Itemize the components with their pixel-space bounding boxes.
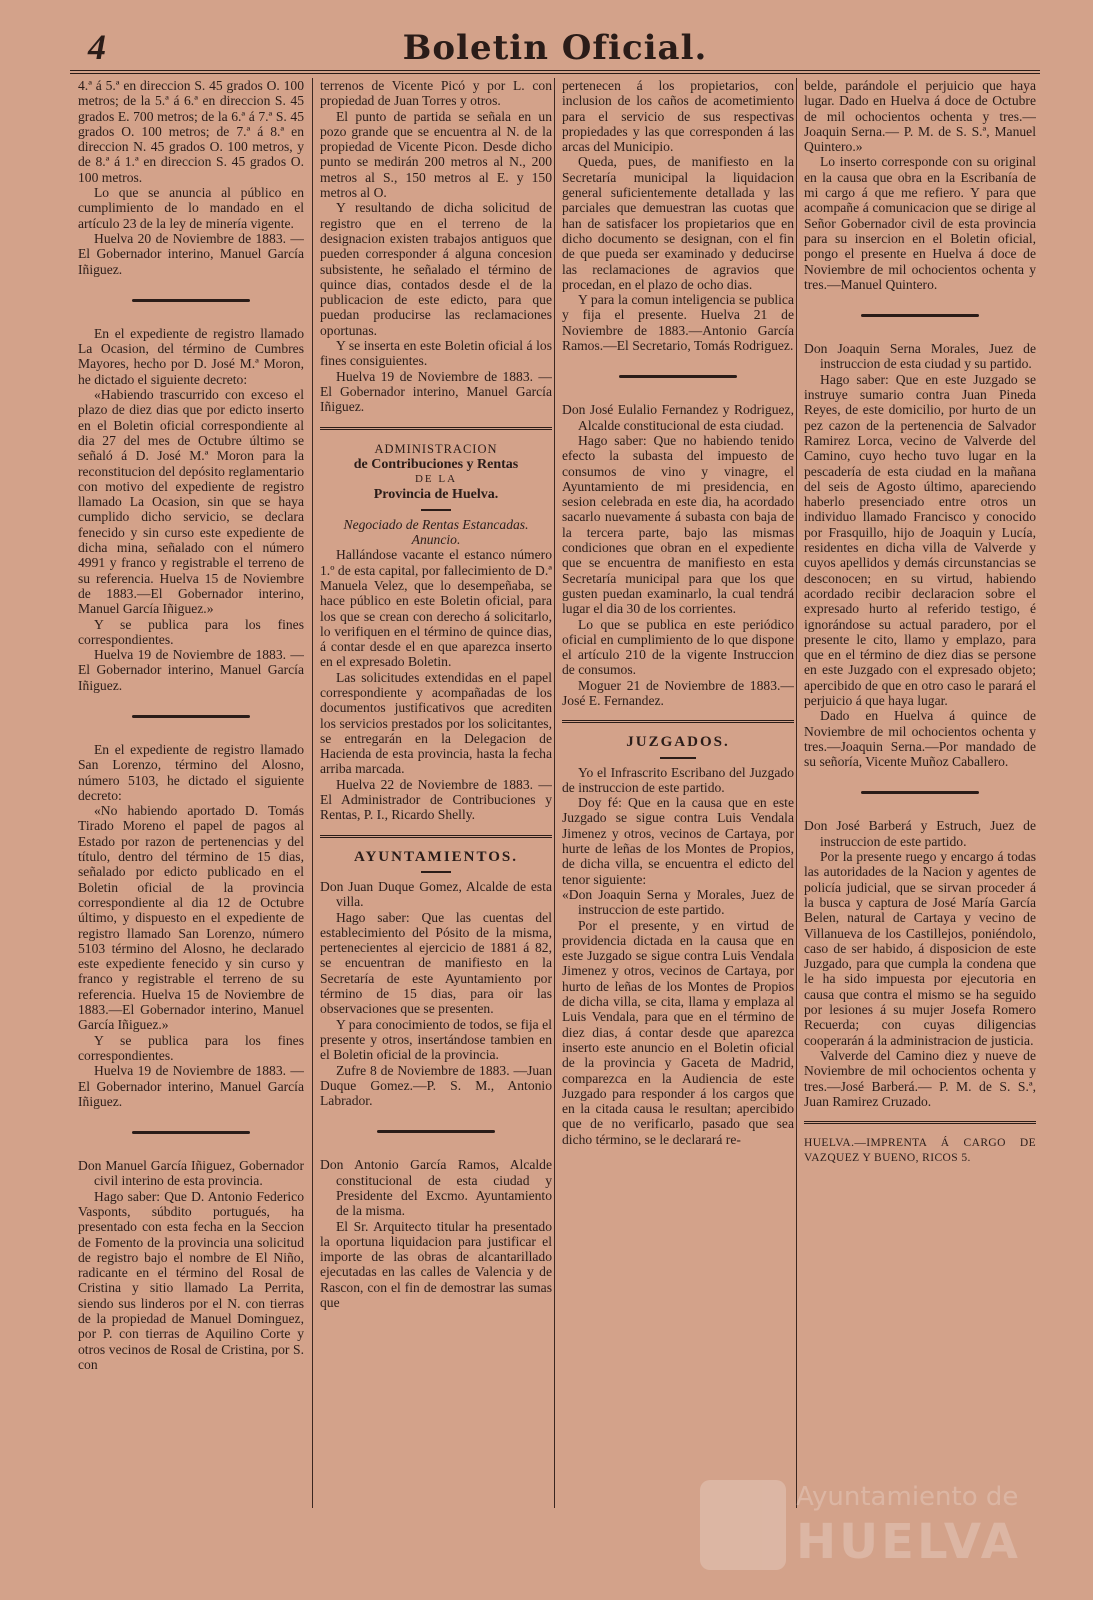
column-divider	[554, 78, 555, 1508]
separator	[377, 1130, 495, 1133]
separator	[132, 1131, 250, 1134]
notice-heading: Don Manuel García Iñiguez, Gobernador civil interino de esta provincia.	[78, 1158, 304, 1189]
signature: Huelva 20 de Noviembre de 1883. —El Gobernador interino, Manuel García Iñiguez.	[78, 230, 304, 277]
section-heading: JUZGADOS.	[626, 734, 730, 751]
watermark	[700, 1470, 1080, 1580]
notice-heading: «Don Joaquin Serna y Morales, Juez de instruccion de este partido.	[562, 886, 794, 918]
notice-label: Anuncio.	[411, 532, 461, 548]
notice-heading: Don Antonio García Ramos, Alcalde constitucional de esta ciudad y Presidente del Excmo. Ayuntamiento de la misma.	[320, 1157, 552, 1219]
paragraph: Hago saber: Que D. Antonio Federico Vasponts, súbdito portugués, ha presentado con esta fecha en la Seccion de Fomento de la provincia una solicitud de registro bajo el nombre de El Niño, radicante en el término del Rosal de Cristina y sitio llamado La Perrita, siendo sus linderos por el N. con tierras de la propiedad de Manuel Dominguez, por P. con tierras de Aquilino Corte y otros vecinos de Rosal de Cristina, por S. con	[78, 1188, 304, 1372]
paragraph: Por la presente ruego y encargo á todas las autoridades de la Nacion y agentes de policía judicial, que se sirvan proceder á la busca y captura de José María García Belen, natural de Cartaya y vecino de Villanueva de los Castillejos, poniéndolo, caso de ser habido, á disposicion de este Juzgado, para que cumpla la condena que le ha sido impuesta por ejecutoria en causa que contra el mismo se ha seguido por lesiones á su mujer Josefa Romero Recuerda; con cuyas diligencias cooperarán á la administracion de justicia.	[804, 849, 1036, 1048]
imprint-rule	[804, 1121, 1036, 1124]
paragraph: En el expediente de registro llamado La Ocasion, del término de Cumbres Mayores, hecho por D. José M.ª Moron, he dictado el siguiente decreto:	[78, 325, 304, 387]
signature: Huelva 19 de Noviembre de 1883. —El Gobernador interino, Manuel García Iñiguez.	[320, 368, 552, 415]
paragraph: «No habiendo aportado D. Tomás Tirado Moreno el papel de pagos al Estado por razon de pertenencias y del título, dentro del término de 15 dias, señalado por edicto publicado en el Boletin oficial de la provincia correspondiente al dia 12 de Octubre último, y dispuesto en el expediente de registro llamado San Lorenzo, número 5103 término del Alosno, he declarado este expediente fenecido y sin curso y franco y registrable el terreno de su referencia. Huelva 15 de Noviembre de 1883.—El Gobernador interino, Manuel García Iñiguez.»	[78, 803, 304, 1033]
paragraph: Hago saber: Que las cuentas del establecimiento del Pósito de la misma, pertenecientes al ejercicio de 1881 á 82, se encuentran de manifiesto en la Secretaría de este Ayuntamiento por término de 15 dias, para oir las observaciones que se presenten.	[320, 909, 552, 1017]
paragraph: Lo que se anuncia al público en cumplimiento de lo mandado en el artículo 23 de la ley de minería vigente.	[78, 185, 304, 231]
signature: Huelva 19 de Noviembre de 1883. —El Gobernador interino, Manuel García Iñiguez.	[78, 1063, 304, 1109]
watermark-text: Ayuntamiento de	[796, 1482, 1019, 1512]
paragraph: Yo el Infrascrito Escribano del Juzgado de instruccion de este partido.	[562, 764, 794, 795]
paragraph: Hago saber: Que en este Juzgado se instruye sumario contra Juan Pineda Reyes, de este domicilio, por hurto de un pez cazon de la pertenencia de Salvador Ramirez Lorca, vecino de Valverde del Camino, cuyo hecho tuvo lugar en la pescadería de esta ciudad en la mañana del seis de Agosto último, apareciendo haberlo presenciado entre otros un individuo llamado Francisco y conocido por Frasquillo, hijo de Joaquin y Lucía, residentes en dicha villa de Valverde y cuyos apellidos y demás circunstancias se desconocen; en su virtud, habiendo acordado recibir declaracion sobre el expresado hurto al referido testigo, é ignorándose su actual paradero, por el presente le cito, llamo y emplazo, para que en el término de diez dias se persone en este Juzgado con el expresado objeto; apercibido de que en otro caso le parará el perjuicio á que haya lugar.	[804, 371, 1036, 708]
paragraph: Lo inserto corresponde con su original en la causa que obra en la Escribanía de mi cargo á que me refiero. Y para que acompañe á comunicacion que se dirige al Señor Gobernador civil de esta provincia para su insercion en el Boletin oficial, pongo el presente en Huelva á doce de Noviembre de mil ochocientos ochenta y tres.—Manuel Quintero.	[804, 154, 1036, 292]
paragraph: belde, parándole el perjuicio que haya lugar. Dado en Huelva á doce de Octubre de mil ochocientos ochenta y tres.—Joaquin Serna.— P. M. de S. S.ª, Manuel Quintero.»	[804, 78, 1036, 155]
section-rule	[562, 720, 794, 723]
paragraph: Y se publica para los fines correspondientes.	[78, 616, 304, 647]
signature: Moguer 21 de Noviembre de 1883.—José E. Fernandez.	[562, 677, 794, 708]
paragraph: Hallándose vacante el estanco número 1.º de esta capital, por fallecimiento de D.ª Manuela Velez, que lo desempeñaba, se hace público en este Boletin oficial, para los que se crean con derecho á solicitarlo, lo verifiquen en el término de quince dias, á contar desde el en que aparezca inserto en el expresado Boletin.	[320, 547, 552, 670]
column-1	[78, 78, 304, 1568]
signature: Dado en Huelva á quince de Noviembre de mil ochocientos ochenta y tres.—Joaquin Serna.—Por mandado de su señoría, Vicente Muñoz Caballero.	[804, 708, 1036, 770]
administration-heading: Provincia de Huelva.	[373, 487, 499, 503]
paragraph: Por el presente, y en virtud de providencia dictada en la causa que en este Juzgado se sigue contra Luis Vendala Jimenez y otros, vecinos de Cartaya, por hurto de leñas de los Montes de Propios de dicha villa, se cita, llama y emplaza al Luis Vendala, para que en el término de diez dias, á contar desde que aparezca inserto este anuncio en el Boletin oficial de la provincia y Gaceta de Madrid, comparezca en la Audiencia de este Juzgado para responder á los cargos que en la citada causa le resultan; apercibido que de no verificarlo, pasado que sea dicho término, se le declarará re-	[562, 917, 794, 1147]
department-heading: Negociado de Rentas Estancadas.	[343, 516, 529, 532]
paragraph: En el expediente de registro llamado San Lorenzo, término del Alosno, número 5103, he dictado el siguiente decreto:	[78, 741, 304, 803]
separator	[660, 757, 696, 759]
paragraph: El punto de partida se señala en un pozo grande que se encuentra al N. de la propiedad de Vicente Picon. Desde dicho punto se medirán 200 metros al N., 200 metros al S., 150 metros al E. y 150 metros al O.	[320, 108, 552, 201]
signature: Huelva 22 de Noviembre de 1883. —El Administrador de Contribuciones y Rentas, P. I., Ricardo Shelly.	[320, 776, 552, 823]
notice-heading: Don Juan Duque Gomez, Alcalde de esta villa.	[320, 878, 552, 910]
notice-heading: Don José Eulalio Fernandez y Rodriguez, Alcalde constitucional de esta ciudad.	[562, 402, 794, 433]
paragraph: terrenos de Vicente Picó y por L. con propiedad de Juan Torres y otros.	[320, 78, 552, 109]
separator	[861, 791, 979, 794]
notice-heading: Don José Barberá y Estruch, Juez de instruccion de este partido.	[804, 818, 1036, 849]
paragraph: Queda, pues, de manifiesto en la Secretaría municipal la liquidacion general suficientemente detallada y las parciales que demuestran las cuotas que han de satisfacer los propietarios que en dicho documento se designan, con el fin de que pueda ser examinado y deducirse las reclamaciones de agravios que procedan, en el plazo de ocho dias.	[562, 154, 794, 292]
paragraph: pertenecen á los propietarios, con inclusion de los caños de acometimiento para el servicio de sus respectivas propiedades y las que corresponden á las arcas del Municipio.	[562, 78, 794, 155]
signature: Valverde del Camino diez y nueve de Noviembre de mil ochocientos ochenta y tres.—José Barberá.— P. M. de S. S.ª, Juan Ramirez Cruzado.	[804, 1047, 1036, 1109]
signature: Y para la comun inteligencia se publica y fija el presente. Huelva 21 de Noviembre de 1883.—Antonio García Ramos.—El Secretario, Tomás Rodriguez.	[562, 292, 794, 354]
column-3	[562, 78, 794, 1568]
page-number: 4	[88, 27, 106, 67]
paragraph: Doy fé: Que en la causa que en este Juzgado se sigue contra Luis Vendala Jimenez y otros, vecinos de Cartaya, por hurte de leñas de los Montes de Propios, de dicha villa, se encuentra el edicto del tenor siguiente:	[562, 795, 794, 887]
separator	[861, 314, 979, 317]
administration-heading: DE LA	[414, 473, 458, 486]
administration-heading: ADMINISTRACION	[374, 441, 498, 456]
paragraph: Y para conocimiento de todos, se fija el presente y otros, insertándose tambien en el Boletin oficial de la provincia.	[320, 1016, 552, 1063]
paragraph: «Habiendo trascurrido con exceso el plazo de diez dias que por edicto inserto en el Boletin oficial correspondiente al dia 27 del mes de Octubre último se señaló á D. José M.ª Moron para la reconstitucion del depósito reglamentario con motivo del expediente de registro llamado La Ocasion, sin que se haya cumplido dicho servicio, se declara fenecido y sin curso este expediente de dicha mina, señalado con el número 4991 y franco y registrable el terreno de su referencia. Huelva 15 de Noviembre de 1883.—El Gobernador interino, Manuel García Iñiguez.»	[78, 387, 304, 617]
column-2	[320, 78, 552, 1568]
separator	[421, 871, 451, 873]
paragraph: Las solicitudes extendidas en el papel correspondiente y acompañadas de los documentos justificativos que acrediten los servicios prestados por los solicitantes, se entregarán en la Delegacion de Hacienda de esta provincia, hasta la fecha arriba marcada.	[320, 669, 552, 777]
paragraph: Lo que se publica en este periódico oficial en cumplimiento de lo que dispone el artículo 210 de la vigente Instruccion de consumos.	[562, 616, 794, 678]
section-rule	[320, 427, 552, 430]
separator	[132, 299, 250, 302]
columns	[70, 78, 1040, 1568]
section-heading: AYUNTAMIENTOS.	[353, 848, 518, 865]
separator	[421, 509, 451, 511]
header-rule	[70, 70, 1040, 74]
paragraph: Y resultando de dicha solicitud de registro que en el terreno de la designacion existen trabajos antiguos que pueden corresponder á alguna concesion subsistente, he señalado el término de quince dias, contados desde el de la publicacion de este edicto, para que puedan producirse las reclamaciones oportunas.	[320, 200, 552, 338]
paragraph: El Sr. Arquitecto titular ha presentado la oportuna liquidacion para justificar el importe de las obras de alcantarillado ejecutadas en las calles de Valencia y de Rascon, con el fin de demostrar las sumas que	[320, 1218, 552, 1311]
paragraph: Hago saber: Que no habiendo tenido efecto la subasta del impuesto de consumos de vino y vinagre, el Ayuntamiento de mi presidencia, en sesion celebrada en este dia, ha acordado sacarlo nuevamente á subasta con baja de la tercera parte, bajo las mismas condiciones que obran en el expediente que se encuentra de manifiesto en esta Secretaría municipal para que los que gusten puedan examinarlo, la cual tendrá lugar el dia 30 de los corrientes.	[562, 432, 794, 617]
column-divider	[796, 78, 797, 1508]
notice-heading: Don Joaquin Serna Morales, Juez de instruccion de esta ciudad y su partido.	[804, 341, 1036, 372]
page-header	[70, 26, 1040, 70]
watermark-text: HUELVA	[796, 1514, 1021, 1570]
separator	[619, 375, 737, 378]
column-divider	[312, 78, 313, 1508]
newspaper-title: Boletin Oficial.	[402, 28, 708, 68]
city-logo-icon	[700, 1480, 786, 1570]
paragraph: 4.ª á 5.ª en direccion S. 45 grados O. 100 metros; de la 5.ª á 6.ª en direccion S. 45 grados E. 700 metros; de la 6.ª á 7.ª S. 45 grados O. 100 metros; de 7.ª á 8.ª en direccion N. 45 grados O. 100 metros, y de 8.ª á 1.ª en direccion S. 45 grados O. 100 metros.	[78, 78, 304, 185]
paragraph: Y se inserta en este Boletin oficial á los fines consiguientes.	[320, 338, 552, 369]
separator	[132, 715, 250, 718]
column-4	[804, 78, 1036, 1568]
administration-heading: de Contribuciones y Rentas	[353, 456, 519, 472]
signature: Zufre 8 de Noviembre de 1883. —Juan Duque Gomez.—P. S. M., Antonio Labrador.	[320, 1062, 552, 1109]
section-rule	[320, 835, 552, 838]
imprint: HUELVA.—IMPRENTA Á CARGO DE VAZQUEZ Y BUENO, RICOS 5.	[804, 1137, 1036, 1165]
signature: Huelva 19 de Noviembre de 1883. —El Gobernador interino, Manuel García Iñiguez.	[78, 647, 304, 693]
paragraph: Y se publica para los fines correspondientes.	[78, 1032, 304, 1063]
